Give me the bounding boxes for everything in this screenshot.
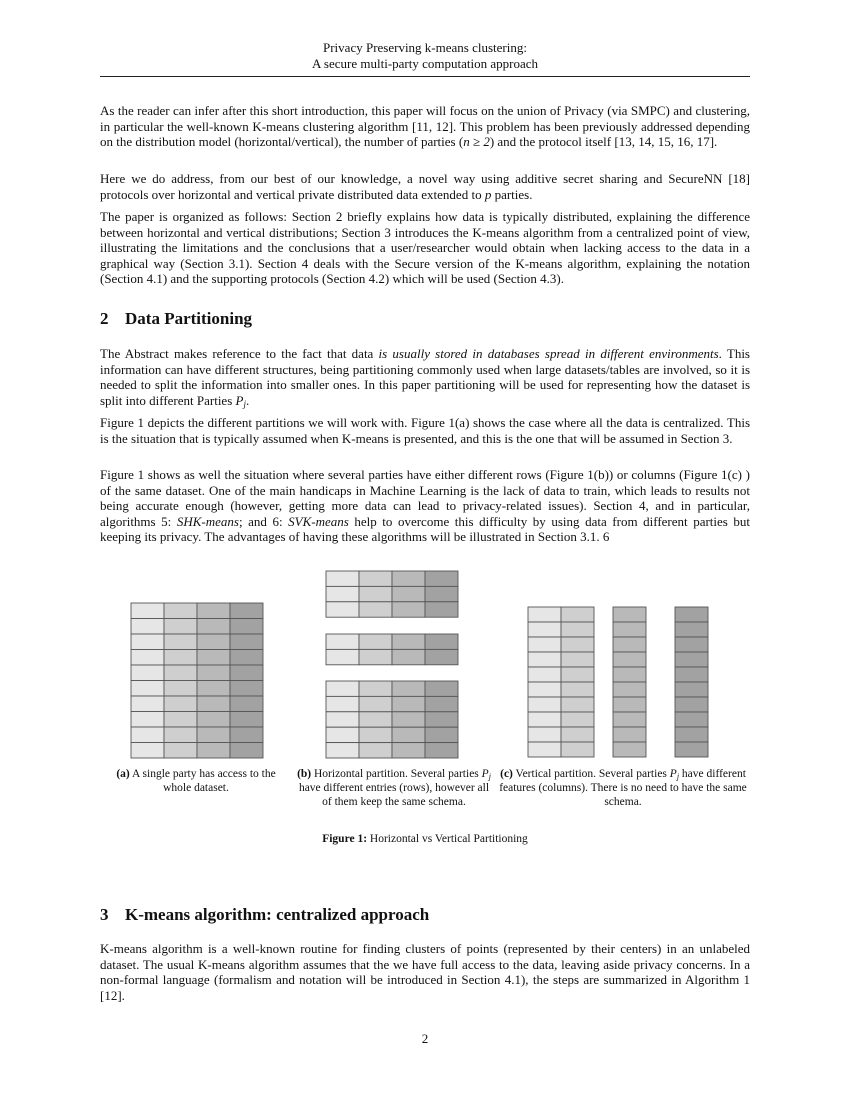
party-1-cell — [561, 652, 594, 667]
party-3-cell — [425, 681, 458, 696]
party-3-cell — [326, 727, 359, 742]
dataset-cell — [164, 619, 197, 635]
party-3-cell — [675, 637, 708, 652]
dataset-cell — [131, 743, 164, 759]
dataset-cell — [164, 727, 197, 743]
party-2-cell — [613, 652, 646, 667]
dataset-cell — [197, 712, 230, 728]
party-1-cell — [392, 571, 425, 586]
party-2-cell — [613, 712, 646, 727]
running-header-line2: A secure multi-party computation approach — [312, 56, 538, 71]
vertical-partition-grids — [527, 606, 711, 758]
party-1-cell — [425, 602, 458, 617]
party-3-cell — [392, 681, 425, 696]
dataset-cell — [197, 634, 230, 650]
intro-paragraph-2: Here we do address, from our best of our knowledge, a novel way using additive secret sharing and SecureNN [18] protocols over horizontal and vertical private distributed data extended to p parties. — [100, 171, 750, 202]
party-3-cell — [675, 697, 708, 712]
dataset-cell — [197, 619, 230, 635]
figure-1c-caption: (c) Vertical partition. Several parties $P_j$ have different features (columns). There is no need to have the same schema. — [499, 768, 747, 808]
dataset-cell — [131, 696, 164, 712]
party-3-cell — [359, 743, 392, 758]
dataset-cell — [230, 681, 263, 697]
section-3-heading: 3 K-means algorithm: centralized approach — [100, 905, 430, 924]
dataset-cell — [197, 743, 230, 759]
party-3-cell — [326, 681, 359, 696]
party-3-cell — [425, 743, 458, 758]
dataset-cell — [197, 696, 230, 712]
dataset-cell — [197, 603, 230, 619]
running-header-line1: Privacy Preserving k-means clustering: — [323, 40, 527, 55]
party-2-cell — [613, 637, 646, 652]
dataset-cell — [164, 712, 197, 728]
party-1-cell — [528, 637, 561, 652]
party-2-cell — [392, 649, 425, 664]
dataset-cell — [131, 681, 164, 697]
party-1-cell — [561, 622, 594, 637]
party-3-cell — [359, 696, 392, 711]
section-3-paragraph-1: K-means algorithm is a well-known routine for finding clusters of points (represented by their centers) in an unlabeled dataset. The usual K-means algorithm assumes that the we have full access to the data, leaving aside privacy concerns. In a non-formal language (formalism and notation will be introduced in Section 4.1), the steps are summarized in Algorithm 1 [12]. — [100, 941, 750, 1003]
dataset-cell — [131, 603, 164, 619]
party-1-cell — [528, 712, 561, 727]
header-rule — [100, 76, 750, 77]
party-2-cell — [613, 667, 646, 682]
party-1-cell — [326, 586, 359, 601]
party-1-cell — [392, 586, 425, 601]
party-3-cell — [675, 712, 708, 727]
dataset-cell — [197, 681, 230, 697]
party-1-cell — [359, 602, 392, 617]
party-2-cell — [613, 682, 646, 697]
party-3-cell — [359, 712, 392, 727]
party-2-cell — [613, 727, 646, 742]
dataset-cell — [131, 634, 164, 650]
party-1-cell — [561, 697, 594, 712]
party-3-cell — [326, 712, 359, 727]
dataset-cell — [164, 743, 197, 759]
intro-paragraph-1: As the reader can infer after this short introduction, this paper will focus on the union of Privacy (via SMPC) and clustering, in particular the well-known K-means clustering algorithm [11, 12]. This problem has been previously addressed depending on the distribution model (horizontal/vertical), the number of parties (n ≥ 2) and the protocol itself [13, 14, 15, 16, 17]. — [100, 103, 750, 149]
party-3-cell — [425, 696, 458, 711]
dataset-cell — [131, 712, 164, 728]
party-3-cell — [675, 742, 708, 757]
party-1-cell — [561, 607, 594, 622]
dataset-cell — [164, 665, 197, 681]
party-2-cell — [359, 634, 392, 649]
party-1-cell — [528, 682, 561, 697]
party-1-cell — [528, 607, 561, 622]
party-3-cell — [675, 652, 708, 667]
figure-1a-caption: (a) A single party has access to the whole dataset. — [116, 768, 276, 794]
dataset-cell — [230, 696, 263, 712]
figure-1c-graphic — [527, 606, 711, 758]
party-3-cell — [675, 622, 708, 637]
party-1-cell — [528, 697, 561, 712]
dataset-cell — [164, 603, 197, 619]
party-2-cell — [326, 634, 359, 649]
party-1-cell — [326, 571, 359, 586]
party-3-cell — [425, 727, 458, 742]
party-3-cell — [392, 743, 425, 758]
party-2-cell — [326, 649, 359, 664]
party-3-cell — [359, 681, 392, 696]
dataset-cell — [131, 650, 164, 666]
figure-1a-graphic — [130, 602, 266, 760]
dataset-cell — [230, 650, 263, 666]
figure-1b-caption: (b) Horizontal partition. Several parties $P_j$ have different entries (rows), however all of them keep the same schema. — [297, 768, 491, 808]
party-1-cell — [528, 652, 561, 667]
dataset-cell — [131, 619, 164, 635]
party-2-cell — [425, 634, 458, 649]
dataset-cell — [230, 727, 263, 743]
party-1-cell — [528, 742, 561, 757]
party-3-cell — [425, 712, 458, 727]
dataset-cell — [197, 650, 230, 666]
dataset-cell — [230, 603, 263, 619]
party-1-cell — [561, 682, 594, 697]
party-2-cell — [613, 742, 646, 757]
party-1-cell — [561, 667, 594, 682]
dataset-cell — [197, 665, 230, 681]
party-3-cell — [392, 712, 425, 727]
section-2-paragraph-3: Figure 1 shows as well the situation where several parties have either different rows (Figure 1(b)) or columns (Figure 1(c) ) of the same dataset. One of the main handicaps in Machine Learning is the lack of data to train, which leads to results not being accurate enough (however, getting more data can lead to privacy-related issues). Section 4, and in particular, algorithms 5: SHK-means; and 6: SVK-means help to overcome this difficulty by using data from different parties but keeping its privacy. The advantages of having these algorithms will be illustrated in Section 3.1. 6 — [100, 467, 751, 544]
party-2-cell — [613, 607, 646, 622]
party-3-cell — [359, 727, 392, 742]
intro-paragraph-3: The paper is organized as follows: Section 2 briefly explains how data is typically distributed, explaining the difference between horizontal and vertical distributions; Section 3 introduces the K-means algorithm from a centralized point of view, illustrating the limitations and the conclusions that a user/researcher would obtain when lacking access to the data in a graphical way (Section 3.1). Section 4 deals with the Secure version of the K-means algorithm, explaining the notation (Section 4.1) and the supporting protocols (Section 4.2) which will be used (Section 4.3). — [100, 209, 750, 286]
party-3-cell — [675, 607, 708, 622]
page-number: 2 — [421, 1031, 429, 1046]
party-1-cell — [528, 727, 561, 742]
section-2-paragraph-2: Figure 1 depicts the different partitions we will work with. Figure 1(a) shows the case where all the data is centralized. This is the situation that is typically assumed when K-means is presented, and this is the one that will be assumed in Section 3. — [100, 415, 750, 446]
dataset-cell — [230, 712, 263, 728]
dataset-cell — [230, 743, 263, 759]
party-3-cell — [392, 696, 425, 711]
horizontal-partition-grids — [325, 570, 461, 760]
party-3-cell — [675, 682, 708, 697]
dataset-cell — [164, 681, 197, 697]
party-1-cell — [561, 637, 594, 652]
party-1-cell — [392, 602, 425, 617]
dataset-cell — [164, 650, 197, 666]
party-1-cell — [326, 602, 359, 617]
dataset-cell — [230, 634, 263, 650]
party-1-cell — [561, 712, 594, 727]
party-3-cell — [326, 743, 359, 758]
party-1-cell — [561, 727, 594, 742]
party-2-cell — [359, 649, 392, 664]
party-3-cell — [326, 696, 359, 711]
dataset-cell — [131, 727, 164, 743]
party-1-cell — [561, 742, 594, 757]
section-2-heading: 2 Data Partitioning — [100, 309, 253, 328]
party-2-cell — [613, 697, 646, 712]
dataset-cell — [197, 727, 230, 743]
dataset-cell — [164, 696, 197, 712]
party-1-cell — [359, 586, 392, 601]
party-2-cell — [613, 622, 646, 637]
section-2-paragraph-1: The Abstract makes reference to the fact that data is usually stored in databases spread in different environments. This information can have different structures, being partitioning commonly used when large datasets/tables are involved, so it is needed to split the information into smaller ones. In this paper partitioning will be used for representing how the dataset is split into different Parties $P_j$. — [100, 346, 750, 409]
party-1-cell — [359, 571, 392, 586]
dataset-cell — [230, 665, 263, 681]
dataset-cell — [230, 619, 263, 635]
party-3-cell — [392, 727, 425, 742]
party-1-cell — [528, 667, 561, 682]
party-2-cell — [425, 649, 458, 664]
single-party-dataset-grid — [130, 602, 266, 760]
figure-1-caption: Figure 1: Horizontal vs Vertical Partitioning — [322, 833, 528, 845]
party-3-cell — [675, 727, 708, 742]
party-2-cell — [392, 634, 425, 649]
party-1-cell — [528, 622, 561, 637]
dataset-cell — [131, 665, 164, 681]
figure-1b-graphic — [325, 570, 461, 760]
party-1-cell — [425, 586, 458, 601]
party-1-cell — [425, 571, 458, 586]
dataset-cell — [164, 634, 197, 650]
running-header — [100, 40, 750, 72]
party-3-cell — [675, 667, 708, 682]
